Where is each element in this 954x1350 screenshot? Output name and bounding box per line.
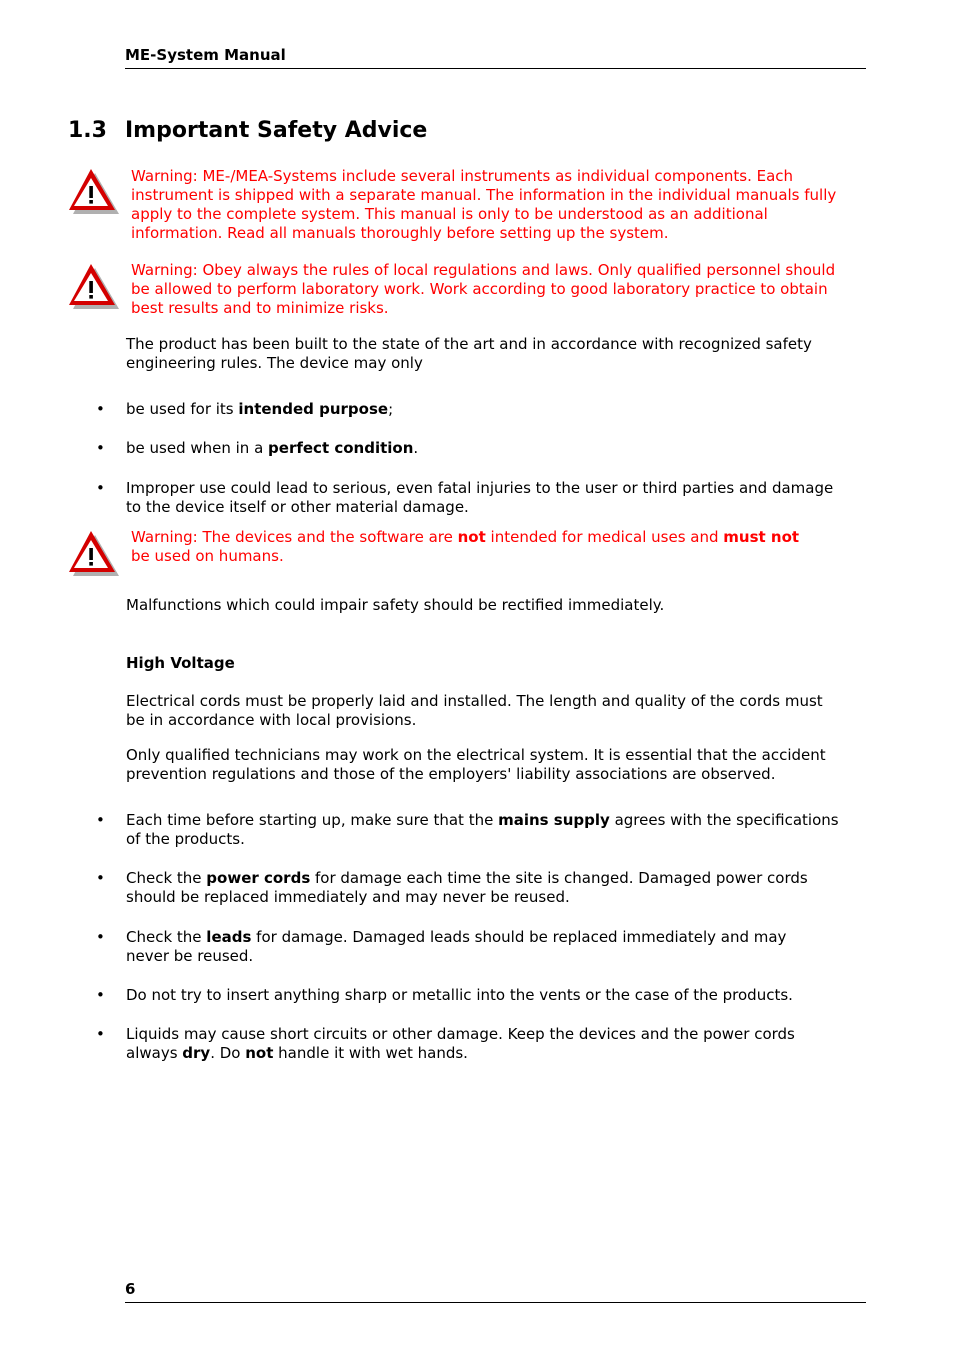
warning-text: Warning: ME-/MEA-Systems include several instruments as individual components. Each instrument is shipped with a separate manual. The information in the individual manuals fully apply to the complete system. This manual is only to be understood as an additional information. Read all manuals thoroughly before setting up the system.	[131, 167, 837, 242]
paragraph: Only qualified technicians may work on the electrical system. It is essential that the accident prevention regulations and those of the employers' liability associations are observed.	[126, 746, 826, 783]
list-item: • Check the power cords for damage each time the site is changed. Damaged power cords should be replaced immediately and may never be reused.	[96, 869, 808, 906]
page-number: 6	[125, 1280, 136, 1298]
list-item: • Do not try to insert anything sharp or metallic into the vents or the case of the products.	[96, 986, 793, 1004]
intro-paragraph: The product has been built to the state of the art and in accordance with recognized safety engineering rules. The device may only	[126, 335, 812, 372]
section-heading	[68, 118, 427, 143]
warning-triangle-icon	[67, 261, 119, 309]
warning-text: Warning: Obey always the rules of local regulations and laws. Only qualified personnel should be allowed to perform laboratory work. Work according to good laboratory practice to obtain best results and to minimize risks.	[131, 261, 836, 317]
list-item: • be used when in a perfect condition.	[96, 439, 419, 457]
list-item: • Check the leads for damage. Damaged leads should be replaced immediately and may never be reused.	[96, 928, 787, 965]
page-header	[125, 44, 866, 69]
subheading-high-voltage: High Voltage	[126, 654, 235, 672]
list-item: • Improper use could lead to serious, even fatal injuries to the user or third parties and damage to the device itself or other material damage.	[96, 479, 834, 516]
warning-triangle-icon	[67, 528, 119, 576]
warning-text-medical: Warning: The devices and the software are not intended for medical uses and must not be used on humans.	[131, 528, 800, 565]
malfunctions-paragraph: Malfunctions which could impair safety should be rectified immediately.	[126, 596, 665, 614]
list-item: • be used for its intended purpose;	[96, 400, 394, 418]
paragraph: Electrical cords must be properly laid and installed. The length and quality of the cords must be in accordance with local provisions.	[126, 692, 823, 729]
warning-triangle-icon	[67, 166, 119, 214]
page-footer	[125, 1278, 866, 1303]
section-title: Important Safety Advice	[125, 118, 428, 143]
list-item: • Each time before starting up, make sure that the mains supply agrees with the specifications of the products.	[96, 811, 839, 848]
list-item: • Liquids may cause short circuits or other damage. Keep the devices and the power cords always dry. Do not handle it with wet hands.	[96, 1025, 795, 1062]
manual-title: ME-System Manual	[125, 46, 286, 64]
section-number: 1.3	[68, 118, 107, 143]
